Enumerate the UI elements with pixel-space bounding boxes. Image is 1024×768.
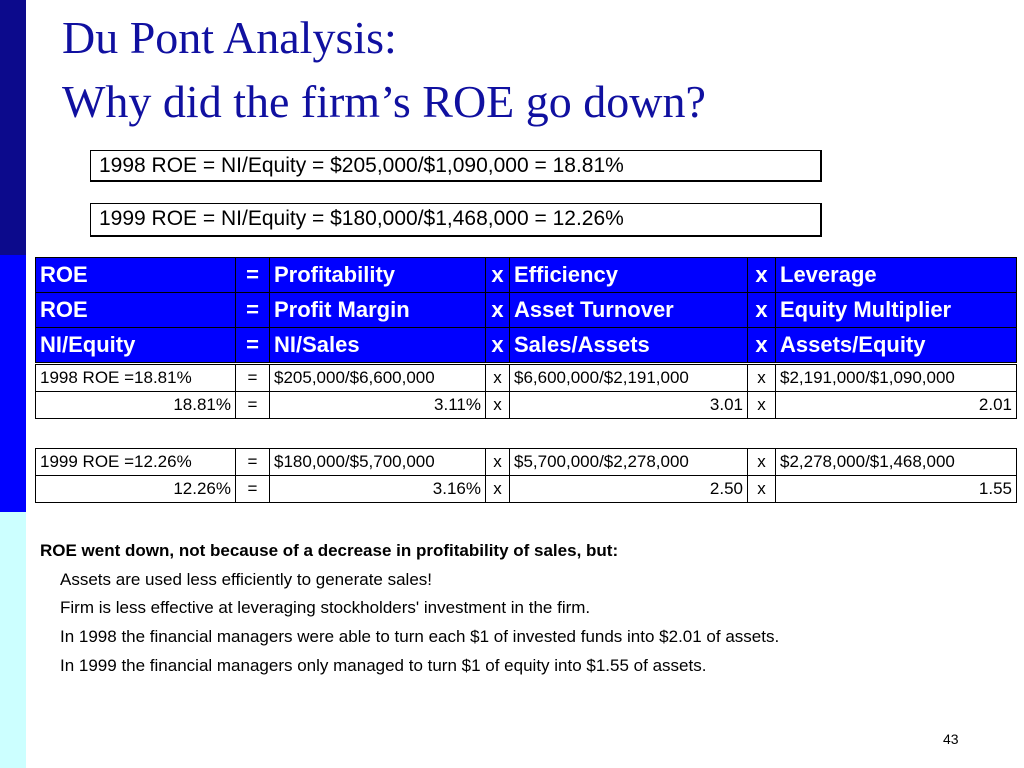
table-cell: 2.50 — [510, 476, 748, 503]
table-cell: = — [236, 365, 270, 392]
page-number: 43 — [943, 731, 959, 747]
header-cell: Leverage — [776, 258, 1017, 293]
table-cell: x — [486, 476, 510, 503]
table-cell: = — [236, 449, 270, 476]
header-cell: x — [486, 328, 510, 363]
table-cell: x — [748, 365, 776, 392]
header-cell: Profitability — [270, 258, 486, 293]
side-bar-navy — [0, 0, 26, 255]
header-cell: x — [748, 258, 776, 293]
header-row-ratio-name — [36, 293, 1017, 328]
table-row — [36, 392, 1017, 419]
header-cell: x — [486, 258, 510, 293]
header-cell: ROE — [36, 293, 236, 328]
dupont-header-table — [35, 257, 1017, 363]
header-cell: Asset Turnover — [510, 293, 748, 328]
header-cell: NI/Sales — [270, 328, 486, 363]
table-cell: = — [236, 476, 270, 503]
data-table-1998 — [35, 364, 1017, 419]
slide-title-line2: Why did the firm’s ROE go down? — [62, 76, 706, 127]
slide-title-line1: Du Pont Analysis: — [62, 12, 397, 63]
header-cell: x — [748, 328, 776, 363]
header-cell: Profit Margin — [270, 293, 486, 328]
conclusion-line: Assets are used less efficiently to generate sales! — [60, 570, 432, 589]
table-cell: $2,278,000/$1,468,000 — [776, 449, 1017, 476]
table-row — [36, 476, 1017, 503]
header-cell: x — [748, 293, 776, 328]
table-cell: 18.81% — [36, 392, 236, 419]
table-cell: 1.55 — [776, 476, 1017, 503]
table-cell: 3.11% — [270, 392, 486, 419]
conclusion-line: In 1999 the financial managers only managed to turn $1 of equity into $1.55 of assets. — [60, 656, 707, 675]
table-cell: $180,000/$5,700,000 — [270, 449, 486, 476]
header-cell: = — [236, 293, 270, 328]
table-cell: $205,000/$6,600,000 — [270, 365, 486, 392]
table-cell: = — [236, 392, 270, 419]
table-row — [36, 449, 1017, 476]
table-cell: x — [486, 449, 510, 476]
table-cell: $6,600,000/$2,191,000 — [510, 365, 748, 392]
side-bar-blue — [0, 255, 26, 512]
header-cell: ROE — [36, 258, 236, 293]
table-cell: 3.16% — [270, 476, 486, 503]
header-cell: Equity Multiplier — [776, 293, 1017, 328]
header-cell: Sales/Assets — [510, 328, 748, 363]
header-cell: = — [236, 258, 270, 293]
table-row — [36, 365, 1017, 392]
roe-1998-box: 1998 ROE = NI/Equity = $205,000/$1,090,000 = 18.81% — [90, 150, 822, 182]
table-cell: x — [748, 476, 776, 503]
table-cell: 1998 ROE =18.81% — [36, 365, 236, 392]
table-cell: 3.01 — [510, 392, 748, 419]
conclusion-heading: ROE went down, not because of a decrease in profitability of sales, but: — [40, 541, 619, 560]
header-cell: Efficiency — [510, 258, 748, 293]
side-bar-cyan — [0, 512, 26, 768]
table-cell: 1999 ROE =12.26% — [36, 449, 236, 476]
header-cell: x — [486, 293, 510, 328]
table-cell: 12.26% — [36, 476, 236, 503]
table-cell: 2.01 — [776, 392, 1017, 419]
table-cell: x — [748, 392, 776, 419]
data-table-1999 — [35, 448, 1017, 503]
conclusion-line: Firm is less effective at leveraging stockholders' investment in the firm. — [60, 598, 591, 617]
table-cell: x — [748, 449, 776, 476]
header-cell: Assets/Equity — [776, 328, 1017, 363]
table-cell: $5,700,000/$2,278,000 — [510, 449, 748, 476]
header-row-formula — [36, 328, 1017, 363]
header-cell: NI/Equity — [36, 328, 236, 363]
table-cell: $2,191,000/$1,090,000 — [776, 365, 1017, 392]
table-cell: x — [486, 365, 510, 392]
conclusion-line: In 1998 the financial managers were able to turn each $1 of invested funds into $2.01 of assets. — [60, 627, 780, 646]
roe-1999-box: 1999 ROE = NI/Equity = $180,000/$1,468,000 = 12.26% — [90, 203, 822, 237]
table-cell: x — [486, 392, 510, 419]
header-row-concept — [36, 258, 1017, 293]
header-cell: = — [236, 328, 270, 363]
